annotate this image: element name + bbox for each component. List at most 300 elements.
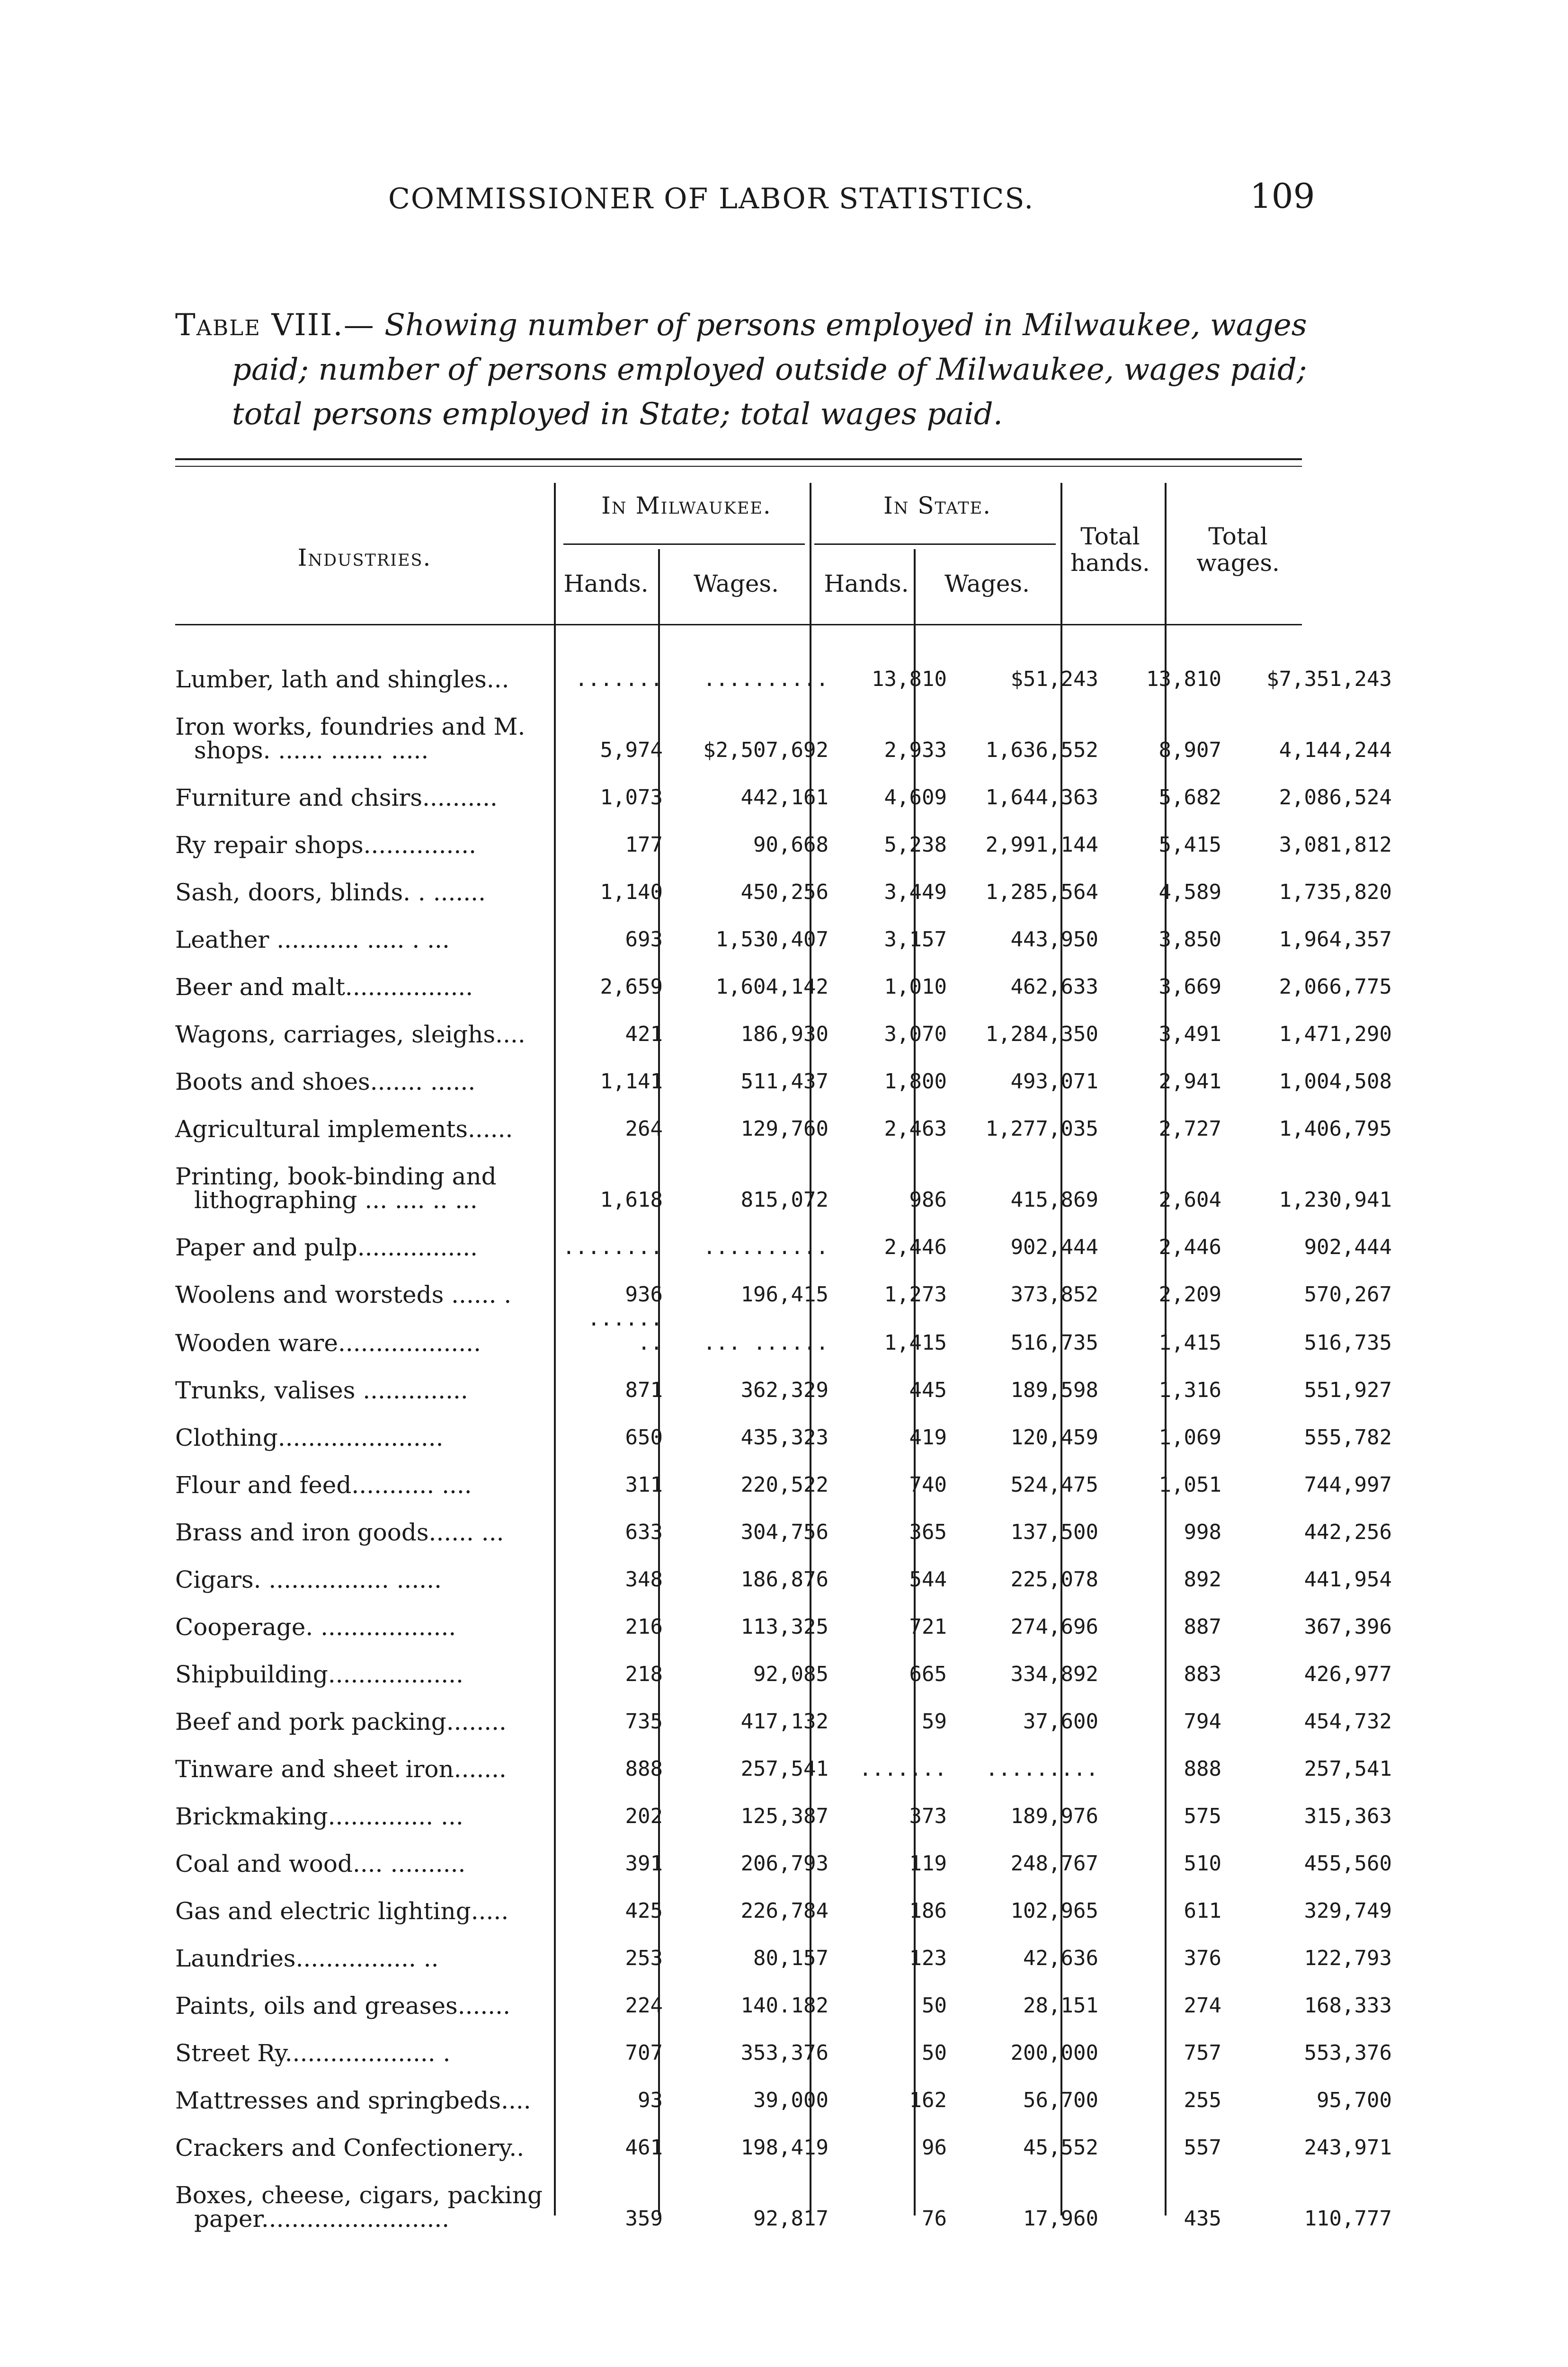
industry-cell	[175, 762, 554, 810]
total-wages: 122,793	[1304, 1946, 1392, 1970]
state-hands: 162	[909, 2088, 947, 2112]
total-hands: 2,446	[1158, 1235, 1221, 1259]
milwaukee-hands: 936	[625, 1282, 663, 1307]
total-wages: 1,230,941	[1279, 1188, 1392, 1212]
industry-name: Wagons, carriages, sleighs....	[175, 1021, 526, 1048]
total-hands: 5,682	[1158, 785, 1221, 810]
table-row	[175, 1355, 1406, 1402]
col-header-industries: Industries.	[297, 544, 432, 571]
milwaukee-wages: 92,085	[753, 1662, 829, 1686]
caption-line-3: total persons employed in State; total wages paid.	[232, 397, 1003, 432]
milwaukee-hands: 391	[625, 1851, 663, 1876]
industry-cell	[175, 1212, 554, 1259]
total-wages: 1,004,508	[1279, 1069, 1392, 1094]
total-wages: 257,541	[1304, 1757, 1392, 1781]
total-hands: 13,810	[1146, 667, 1221, 691]
total-hands: 3,850	[1158, 927, 1221, 952]
milwaukee-wages: 125,387	[740, 1804, 829, 1828]
state-wages: 524,475	[1010, 1473, 1098, 1497]
milwaukee-hands: 311	[625, 1473, 663, 1497]
total-wages: 551,927	[1304, 1378, 1392, 1402]
table-row	[175, 1450, 1406, 1497]
total-wages: 555,782	[1304, 1425, 1392, 1450]
total-wages: 516,735	[1304, 1331, 1392, 1355]
milwaukee-wages: 450,256	[740, 880, 829, 904]
industry-cell	[175, 1734, 554, 1781]
total-wages: 455,560	[1304, 1851, 1392, 1876]
table-row	[175, 691, 1406, 762]
industry-name: Beef and pork packing........	[175, 1708, 507, 1735]
table-row	[175, 1781, 1406, 1828]
state-wages: 28,151	[1023, 1993, 1098, 2018]
total-hands: 1,415	[1158, 1331, 1221, 1355]
industry-name: Sash, doors, blinds. . .......	[175, 879, 486, 906]
industry-name: Crackers and Confectionery..	[175, 2134, 525, 2162]
industry-name: Tinware and sheet iron.......	[175, 1755, 507, 1783]
milwaukee-wages: 815,072	[740, 1188, 829, 1212]
col-header-in-milwaukee: In Milwaukee.	[601, 492, 772, 519]
milwaukee-hands: 707	[625, 2041, 663, 2065]
industry-name: Street Ry.................... .	[175, 2039, 451, 2067]
total-hands: 5,415	[1158, 833, 1221, 857]
table-row	[175, 952, 1406, 999]
milwaukee-wages: 39,000	[753, 2088, 829, 2112]
state-wages: 37,600	[1023, 1709, 1098, 1734]
total-wages: 441,954	[1304, 1567, 1392, 1592]
table-row	[175, 762, 1406, 810]
milwaukee-hands: 871	[625, 1378, 663, 1402]
col-header-total-wages	[1174, 523, 1302, 576]
table-row	[175, 644, 1406, 691]
industry-name: Coal and wood.... ..........	[175, 1850, 466, 1878]
industry-cell	[175, 1781, 554, 1828]
table-row	[175, 1734, 1406, 1781]
total-wages: 902,444	[1304, 1235, 1392, 1259]
industry-cell	[175, 1450, 554, 1497]
milwaukee-wages: 1,604,142	[715, 975, 829, 999]
state-hands: 721	[909, 1615, 947, 1639]
milwaukee-hands: 253	[625, 1946, 663, 1970]
industry-name: Lumber, lath and shingles...	[175, 666, 509, 693]
table-row	[175, 857, 1406, 904]
state-hands: 665	[909, 1662, 947, 1686]
milwaukee-hands: 264	[625, 1117, 663, 1141]
state-wages: 516,735	[1010, 1331, 1098, 1355]
total-wages: 4,144,244	[1279, 738, 1392, 762]
state-wages: 45,552	[1023, 2136, 1098, 2160]
header-bottom-rule	[175, 624, 1302, 625]
table-row	[175, 1970, 1406, 2018]
table-row	[175, 1402, 1406, 1450]
table-row	[175, 1212, 1406, 1259]
state-wages: 137,500	[1010, 1520, 1098, 1544]
total-wages: 570,267	[1304, 1282, 1392, 1307]
state-wages: 1,285,564	[985, 880, 1098, 904]
milwaukee-hands: 218	[625, 1662, 663, 1686]
state-wages: 274,696	[1010, 1615, 1098, 1639]
total-hands: 575	[1184, 1804, 1221, 1828]
industry-cell	[175, 2018, 554, 2065]
col-header-total-hands	[1060, 523, 1160, 576]
milwaukee-wages: 113,325	[740, 1615, 829, 1639]
state-subrule	[814, 543, 1056, 545]
industry-cell	[175, 857, 554, 904]
industry-cell	[175, 952, 554, 999]
total-wages: 426,977	[1304, 1662, 1392, 1686]
milwaukee-hands: ........	[562, 1235, 663, 1259]
state-hands: 2,933	[884, 738, 947, 762]
employment-table	[175, 644, 1406, 2231]
state-wages: 373,852	[1010, 1282, 1098, 1307]
milwaukee-hands: 1,141	[600, 1069, 663, 1094]
state-wages: 462,633	[1010, 975, 1098, 999]
table-row	[175, 1828, 1406, 1876]
state-wages: 493,071	[1010, 1069, 1098, 1094]
col-header-in-state: In State.	[883, 492, 992, 519]
milwaukee-wages: 196,415	[740, 1282, 829, 1307]
total-wages: 95,700	[1317, 2088, 1392, 2112]
industry-cell	[175, 1307, 554, 1355]
industry-cell	[175, 1094, 554, 1141]
total-hands: 611	[1184, 1899, 1221, 1923]
state-hands: 119	[909, 1851, 947, 1876]
table-row	[175, 1307, 1406, 1355]
state-hands: 1,415	[884, 1331, 947, 1355]
table-row	[175, 1046, 1406, 1094]
industry-cell	[175, 1141, 554, 1212]
total-hands: 255	[1184, 2088, 1221, 2112]
total-hands: 3,669	[1158, 975, 1221, 999]
col-header-st-wages: Wages.	[944, 570, 1030, 597]
milwaukee-wages: 511,437	[740, 1069, 829, 1094]
total-wages: 367,396	[1304, 1615, 1392, 1639]
industry-cell	[175, 1402, 554, 1450]
milwaukee-hands: 888	[625, 1757, 663, 1781]
total-hands: 892	[1184, 1567, 1221, 1592]
milwaukee-hands: 735	[625, 1709, 663, 1734]
table-row	[175, 2065, 1406, 2112]
top-rule-2	[175, 466, 1302, 467]
state-wages: 443,950	[1010, 927, 1098, 952]
milwaukee-wages: 186,930	[740, 1022, 829, 1046]
total-hands: 757	[1184, 2041, 1221, 2065]
industry-cell	[175, 1046, 554, 1094]
state-hands: 373	[909, 1804, 947, 1828]
total-hands: 376	[1184, 1946, 1221, 1970]
total-wages: 553,376	[1304, 2041, 1392, 2065]
industry-cell	[175, 644, 554, 691]
total-wages: 1,406,795	[1279, 1117, 1392, 1141]
state-hands: 365	[909, 1520, 947, 1544]
state-hands: 445	[909, 1378, 947, 1402]
state-wages: 17,960	[1023, 2207, 1098, 2231]
total-hands: 2,941	[1158, 1069, 1221, 1094]
table-row	[175, 1141, 1406, 1212]
milwaukee-wages: 1,530,407	[715, 927, 829, 952]
industry-name: Brickmaking.............. ...	[175, 1803, 463, 1830]
table-row	[175, 999, 1406, 1046]
total-hands: 2,604	[1158, 1188, 1221, 1212]
state-wages: 225,078	[1010, 1567, 1098, 1592]
state-wages: 334,892	[1010, 1662, 1098, 1686]
milwaukee-wages: 92,817	[753, 2207, 829, 2231]
milwaukee-wages: ... ......	[703, 1331, 829, 1355]
industry-cell	[175, 1259, 554, 1307]
total-wages: 315,363	[1304, 1804, 1392, 1828]
milwaukee-wages: 435,323	[740, 1425, 829, 1450]
industry-name: Brass and iron goods...... ...	[175, 1519, 504, 1546]
industry-name: Shipbuilding..................	[175, 1661, 463, 1688]
industry-name: Boxes, cheese, cigars, packing	[175, 2181, 543, 2209]
total-wages: 442,256	[1304, 1520, 1392, 1544]
industry-name: Iron works, foundries and M.	[175, 713, 526, 740]
industry-cell	[175, 691, 554, 762]
state-hands: 1,800	[884, 1069, 947, 1094]
total-hands-line-2: hands.	[1070, 549, 1150, 577]
industry-name: Clothing......................	[175, 1424, 444, 1451]
milwaukee-hands: 1,073	[600, 785, 663, 810]
milwaukee-hands: 693	[625, 927, 663, 952]
industry-cell	[175, 1686, 554, 1734]
state-hands: 419	[909, 1425, 947, 1450]
state-wages: 1,644,363	[985, 785, 1098, 810]
state-hands: 96	[922, 2136, 947, 2160]
state-wages: 102,965	[1010, 1899, 1098, 1923]
state-hands: 3,449	[884, 880, 947, 904]
industry-cell	[175, 1592, 554, 1639]
state-wages: 2,991,144	[985, 833, 1098, 857]
milwaukee-hands: 461	[625, 2136, 663, 2160]
industry-name: Mattresses and springbeds....	[175, 2087, 531, 2114]
state-hands: 986	[909, 1188, 947, 1212]
industry-name: Gas and electric lighting.....	[175, 1897, 509, 1925]
milwaukee-wages: 129,760	[740, 1117, 829, 1141]
milwaukee-wages: 220,522	[740, 1473, 829, 1497]
total-wages: 1,471,290	[1279, 1022, 1392, 1046]
total-hands: 1,316	[1158, 1378, 1221, 1402]
total-wages: $7,351,243	[1266, 667, 1392, 691]
milwaukee-wages: ..........	[703, 1235, 829, 1259]
industry-cell	[175, 999, 554, 1046]
total-wages: 329,749	[1304, 1899, 1392, 1923]
milwaukee-wages: 186,876	[740, 1567, 829, 1592]
total-wages: 110,777	[1304, 2207, 1392, 2231]
table-row	[175, 1686, 1406, 1734]
table-row	[175, 1497, 1406, 1544]
milwaukee-hands: .......	[575, 667, 663, 691]
industry-name: Ry repair shops...............	[175, 831, 477, 859]
total-wages: 454,732	[1304, 1709, 1392, 1734]
total-hands-line-1: Total	[1080, 523, 1140, 550]
total-hands: 1,069	[1158, 1425, 1221, 1450]
total-hands: 4,589	[1158, 880, 1221, 904]
milwaukee-wages: 206,793	[740, 1851, 829, 1876]
industry-name: Boots and shoes....... ......	[175, 1068, 476, 1095]
industry-name: Beer and malt.................	[175, 973, 473, 1001]
milwaukee-hands: 202	[625, 1804, 663, 1828]
industry-name: Agricultural implements......	[175, 1115, 513, 1143]
total-wages-line-2: wages.	[1196, 549, 1280, 577]
running-head: COMMISSIONER OF LABOR STATISTICS.	[388, 182, 1034, 215]
state-hands: 5,238	[884, 833, 947, 857]
total-hands: 274	[1184, 1993, 1221, 2018]
state-hands: 2,463	[884, 1117, 947, 1141]
milwaukee-wages: $2,507,692	[703, 738, 829, 762]
total-hands: 883	[1184, 1662, 1221, 1686]
state-hands: .......	[859, 1757, 947, 1781]
industry-name: Laundries................ ..	[175, 1945, 439, 1972]
state-wages: 415,869	[1010, 1188, 1098, 1212]
state-wages: 1,284,350	[985, 1022, 1098, 1046]
state-wages: 248,767	[1010, 1851, 1098, 1876]
industry-name-cont: lithographing ... .... .. ...	[194, 1186, 478, 1214]
table-row	[175, 1259, 1406, 1307]
milwaukee-hands: 93	[638, 2088, 663, 2112]
milwaukee-subrule	[563, 543, 805, 545]
state-wages: 1,277,035	[985, 1117, 1098, 1141]
total-wages: 1,964,357	[1279, 927, 1392, 952]
table-row	[175, 810, 1406, 857]
milwaukee-wages: ..........	[703, 667, 829, 691]
milwaukee-wages: 442,161	[740, 785, 829, 810]
total-wages: 1,735,820	[1279, 880, 1392, 904]
state-hands: 2,446	[884, 1235, 947, 1259]
industry-cell	[175, 2112, 554, 2160]
industry-name: Flour and feed........... ....	[175, 1471, 472, 1499]
state-hands: 1,273	[884, 1282, 947, 1307]
milwaukee-hands: 348	[625, 1567, 663, 1592]
milwaukee-hands: ...... ..	[588, 1307, 663, 1355]
total-wages-line-1: Total	[1208, 523, 1268, 550]
table-row	[175, 1923, 1406, 1970]
industry-name: Wooden ware...................	[175, 1329, 481, 1357]
milwaukee-hands: 425	[625, 1899, 663, 1923]
col-header-st-hands: Hands.	[824, 570, 909, 597]
milwaukee-wages: 257,541	[740, 1757, 829, 1781]
table-row	[175, 2112, 1406, 2160]
state-hands: 3,157	[884, 927, 947, 952]
total-hands: 3,491	[1158, 1022, 1221, 1046]
state-wages: 42,636	[1023, 1946, 1098, 1970]
state-hands: 59	[922, 1709, 947, 1734]
state-hands: 3,070	[884, 1022, 947, 1046]
milwaukee-hands: 224	[625, 1993, 663, 2018]
state-hands: 50	[922, 2041, 947, 2065]
industry-name: Paper and pulp................	[175, 1234, 478, 1261]
table-row	[175, 1876, 1406, 1923]
total-wages: 2,066,775	[1279, 975, 1392, 999]
milwaukee-wages: 90,668	[753, 833, 829, 857]
table-caption	[175, 303, 1311, 436]
total-hands: 2,209	[1158, 1282, 1221, 1307]
industry-cell	[175, 1876, 554, 1923]
state-wages: 120,459	[1010, 1425, 1098, 1450]
total-hands: 2,727	[1158, 1117, 1221, 1141]
state-wages: .........	[985, 1757, 1098, 1781]
total-wages: 744,997	[1304, 1473, 1392, 1497]
total-hands: 1,051	[1158, 1473, 1221, 1497]
state-hands: 76	[922, 2207, 947, 2231]
milwaukee-wages: 198,419	[740, 2136, 829, 2160]
industry-name: Printing, book-binding and	[175, 1163, 497, 1190]
state-hands: 544	[909, 1567, 947, 1592]
table-row	[175, 1639, 1406, 1686]
industry-cell	[175, 1497, 554, 1544]
industry-name: Furniture and chsirs..........	[175, 784, 498, 811]
milwaukee-hands: 5,974	[600, 738, 663, 762]
industry-cell	[175, 810, 554, 857]
total-wages: 168,333	[1304, 1993, 1392, 2018]
milwaukee-hands: 177	[625, 833, 663, 857]
state-wages: $51,243	[1010, 667, 1098, 691]
milwaukee-wages: 226,784	[740, 1899, 829, 1923]
state-hands: 50	[922, 1993, 947, 2018]
total-wages: 2,086,524	[1279, 785, 1392, 810]
industry-name-cont: paper.........................	[194, 2205, 450, 2233]
industry-cell	[175, 1544, 554, 1592]
total-hands: 888	[1184, 1757, 1221, 1781]
total-hands: 557	[1184, 2136, 1221, 2160]
total-wages: 243,971	[1304, 2136, 1392, 2160]
milwaukee-wages: 80,157	[753, 1946, 829, 1970]
top-rule	[175, 458, 1302, 460]
milwaukee-wages: 353,376	[740, 2041, 829, 2065]
state-hands: 123	[909, 1946, 947, 1970]
table-row	[175, 2018, 1406, 2065]
total-wages: 3,081,812	[1279, 833, 1392, 857]
milwaukee-hands: 650	[625, 1425, 663, 1450]
total-hands: 510	[1184, 1851, 1221, 1876]
industry-name: Leather ........... ..... . ...	[175, 926, 450, 953]
state-wages: 1,636,552	[985, 738, 1098, 762]
table-row	[175, 1544, 1406, 1592]
industry-cell	[175, 2065, 554, 2112]
state-wages: 56,700	[1023, 2088, 1098, 2112]
state-wages: 189,976	[1010, 1804, 1098, 1828]
milwaukee-hands: 2,659	[600, 975, 663, 999]
state-hands: 13,810	[872, 667, 947, 691]
page-number: 109	[1250, 176, 1315, 216]
milwaukee-hands: 421	[625, 1022, 663, 1046]
state-hands: 740	[909, 1473, 947, 1497]
col-header-mil-wages: Wages.	[693, 570, 779, 597]
industry-cell	[175, 2160, 554, 2231]
industry-name: Cigars. ................ ......	[175, 1566, 442, 1593]
industry-name: Woolens and worsteds ...... .	[175, 1281, 512, 1308]
milwaukee-wages: 304,756	[740, 1520, 829, 1544]
milwaukee-hands: 216	[625, 1615, 663, 1639]
industry-name: Trunks, valises ..............	[175, 1377, 468, 1404]
industry-name-cont: shops. ...... ....... .....	[194, 737, 429, 764]
milwaukee-wages: 417,132	[740, 1709, 829, 1734]
caption-line-2: paid; number of persons employed outside of Milwaukee, wages paid;	[232, 352, 1307, 387]
table-label: Table VIII.—	[175, 308, 375, 343]
state-hands: 186	[909, 1899, 947, 1923]
industry-cell	[175, 1355, 554, 1402]
table-row	[175, 1592, 1406, 1639]
industry-cell	[175, 1970, 554, 2018]
state-hands: 4,609	[884, 785, 947, 810]
total-hands: 435	[1184, 2207, 1221, 2231]
milwaukee-wages: 140.182	[740, 1993, 829, 2018]
milwaukee-wages: 362,329	[740, 1378, 829, 1402]
total-hands: 8,907	[1158, 738, 1221, 762]
total-hands: 794	[1184, 1709, 1221, 1734]
industry-cell	[175, 1639, 554, 1686]
state-hands: 1,010	[884, 975, 947, 999]
table-row	[175, 904, 1406, 952]
milwaukee-hands: 1,140	[600, 880, 663, 904]
